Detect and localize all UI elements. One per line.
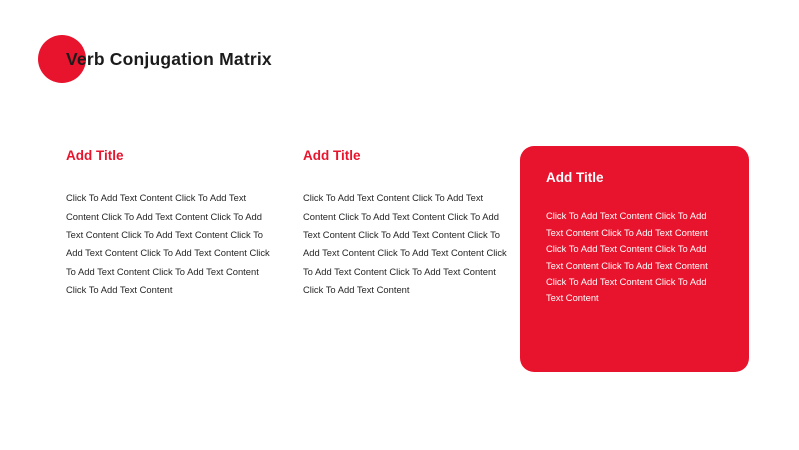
text-column-2 [303,148,509,299]
highlight-card-body[interactable]: Click To Add Text Content Click To Add Text Content Click To Add Text Content Click To Add Text Content Click To Add Text Content Click To Add Text Content Click To Add Text Content Click To Add Text Content [546,210,708,304]
slide-title-group [38,35,272,83]
page-title: Verb Conjugation Matrix [66,48,272,69]
text-column-1 [66,148,272,299]
column-2-body[interactable]: Click To Add Text Content Click To Add Text Content Click To Add Text Content Click To Add Text Content Click To Add Text Content Click To Add Text Content Click To Add Text Content Click To Add Text Content Click To Add Text Content Click To Add Text Content [303,192,507,295]
highlight-card-title[interactable]: Add Title [546,170,604,185]
column-1-body[interactable]: Click To Add Text Content Click To Add Text Content Click To Add Text Content Click To Add Text Content Click To Add Text Content Click To Add Text Content Click To Add Text Content Click To Add Text Content Click To Add Text Content Click To Add Text Content [66,192,270,295]
highlight-card[interactable] [520,146,749,372]
column-1-title[interactable]: Add Title [66,148,124,163]
column-2-title[interactable]: Add Title [303,148,361,163]
